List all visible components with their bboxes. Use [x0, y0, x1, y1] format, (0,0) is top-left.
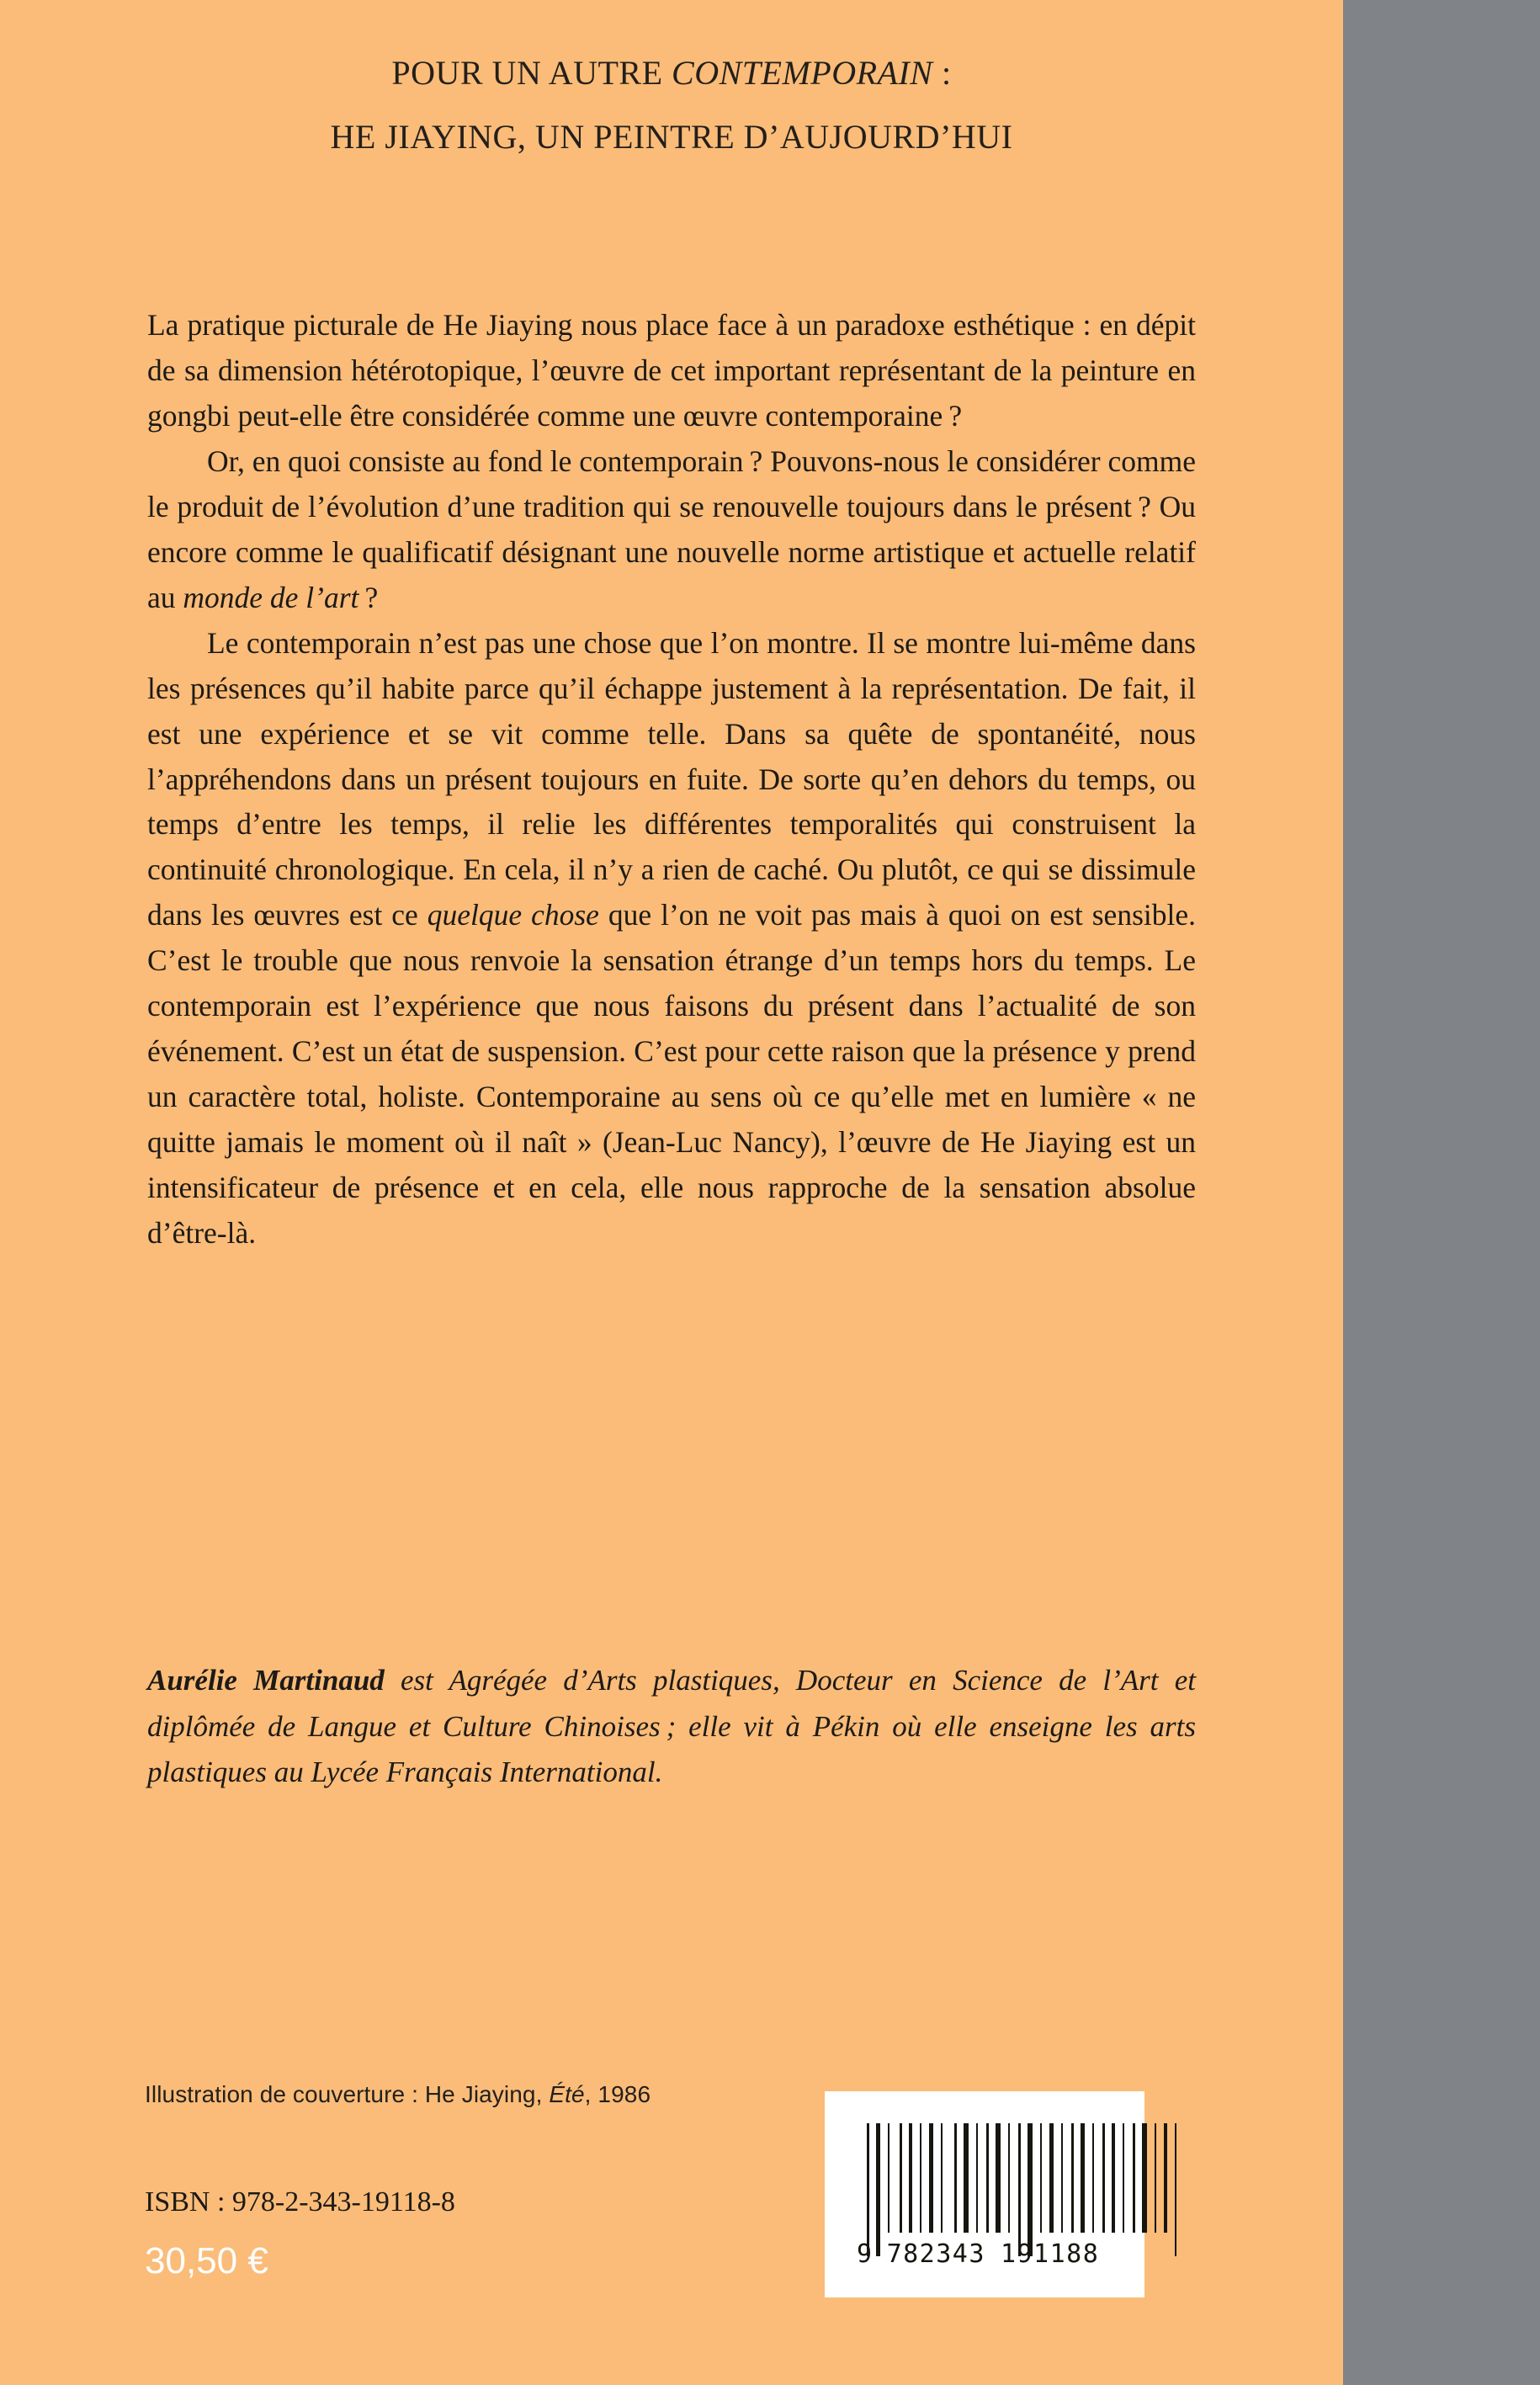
- barcode-bar: [1061, 2123, 1063, 2233]
- barcode-bar: [1049, 2123, 1054, 2233]
- blurb-p2-part-b: ?: [358, 580, 379, 614]
- barcode-bar: [1076, 2123, 1078, 2233]
- barcode-bar: [1102, 2123, 1105, 2233]
- barcode-bar: [996, 2123, 1001, 2233]
- barcode-bar: [1107, 2123, 1109, 2233]
- barcode-bar: [1112, 2123, 1115, 2233]
- blurb-p3-part-a: Le contemporain n’est pas une chose que l’on montre. Il se montre lui-même dans les présences qu’il habite parce qu’il échappe justement à la représentation. De fait, il est une expérience et se vit comme telle. Dans sa quête de spontanéité, nous l’appréhendons dans un présent toujours en fuite. De sorte qu’en dehors du temps, ou temps d’entre les temps, il relie les différentes temporalités qui construisent la continuité chronologique. En cela, il n’y a rien de caché. Ou plutôt, ce qui se dissimule dans les œuvres est ce: [147, 625, 1196, 932]
- barcode-bar: [883, 2123, 885, 2233]
- barcode-group-2: 191188: [1000, 2239, 1100, 2269]
- title-upright-part: POUR UN AUTRE: [391, 54, 672, 92]
- barcode-bar: [1159, 2123, 1161, 2233]
- barcode-bar: [929, 2123, 933, 2233]
- credit-artwork-title: Été: [549, 2081, 585, 2107]
- barcode-bar: [1028, 2123, 1033, 2256]
- barcode-bar: [964, 2123, 969, 2233]
- barcode-bar: [1150, 2123, 1152, 2233]
- author-biography: [147, 1658, 1196, 1796]
- barcode-bar: [924, 2123, 927, 2233]
- barcode-bar: [905, 2123, 906, 2233]
- barcode-bar: [954, 2123, 957, 2233]
- page-title: [0, 47, 1343, 163]
- barcode-bar: [971, 2123, 974, 2233]
- barcode-bar: [1008, 2123, 1010, 2233]
- barcode-lead-digit: 9: [857, 2239, 874, 2269]
- barcode-bar: [1127, 2123, 1130, 2233]
- credit-prefix: Illustration de couverture : He Jiaying,: [145, 2081, 550, 2107]
- barcode-bar: [1071, 2123, 1074, 2233]
- price-text: 30,50 €: [145, 2240, 268, 2281]
- barcode-bar: [1081, 2123, 1085, 2233]
- barcode-bar: [876, 2123, 880, 2256]
- blurb-paragraph-1: La pratique picturale de He Jiaying nous place face à un paradoxe esthétique : en dépit de sa dimension hétérotopique, l’œuvre de cet important représentant de la peinture en gongbi peut-elle être considérée comme une œuvre contemporaine ?: [147, 308, 1196, 433]
- barcode-bar: [872, 2123, 874, 2256]
- blurb-paragraph-2: [147, 439, 1196, 621]
- barcode-digits: [857, 2239, 1118, 2269]
- barcode-bar: [1164, 2123, 1167, 2233]
- barcode-bar: [1123, 2123, 1124, 2233]
- barcode-bar: [867, 2123, 869, 2256]
- blurb-p3-italic: quelque chose: [427, 898, 599, 932]
- barcode-bar: [1155, 2123, 1156, 2233]
- title-italic-part: CONTEMPORAIN: [672, 54, 933, 92]
- barcode-bar: [1097, 2123, 1100, 2233]
- ean13-barcode: [825, 2091, 1144, 2297]
- barcode-bar: [1003, 2123, 1006, 2233]
- barcode-bar: [1138, 2123, 1139, 2233]
- barcode-bar: [945, 2123, 952, 2233]
- barcode-bar: [1023, 2123, 1025, 2256]
- barcode-bar: [1170, 2123, 1172, 2256]
- barcode-bar: [936, 2123, 938, 2233]
- blurb-p2-part-a: Or, en quoi consiste au fond le contemporain ? Pouvons-nous le considérer comme le produit de l’évolution d’une tradition qui se renouvelle toujours dans le présent ? Ou encore comme le qualificatif désignant une nouvelle norme artistique et actuelle relatif au: [147, 444, 1196, 614]
- barcode-bar: [1175, 2123, 1176, 2256]
- blurb-p3-part-b: que l’on ne voit pas mais à quoi on est sensible. C’est le trouble que nous renvoie la sensation étrange d’un temps hors du temps. Le contemporain est l’expérience que nous faisons du présent dans l’actualité de son événement. C’est un état de suspension. C’est pour cette raison que la présence y prend un caractère total, holiste. Contemporaine au sens où ce qu’elle met en lumière « ne quitte jamais le moment où il naît » (Jean-Luc Nancy), l’œuvre de He Jiaying est un intensificateur de présence et en cela, elle nous rapproche de la sensation absolue d’être-là.: [147, 898, 1196, 1251]
- isbn-text: ISBN : 978-2-343-19118-8: [145, 2186, 455, 2218]
- blurb-paragraph-3: [147, 621, 1196, 1256]
- barcode-bar: [1018, 2123, 1021, 2256]
- barcode-bar: [1087, 2123, 1090, 2233]
- barcode-bar: [1056, 2123, 1059, 2233]
- barcode-bars: [867, 2123, 1185, 2250]
- credit-suffix: , 1986: [584, 2081, 651, 2107]
- barcode-bar: [1044, 2123, 1047, 2233]
- barcode-bar: [1065, 2123, 1069, 2233]
- barcode-bar: [991, 2123, 993, 2233]
- title-line-2: HE JIAYING, UN PEINTRE D’AUJOURD’HUI: [330, 118, 1013, 156]
- barcode-bar: [1142, 2123, 1147, 2233]
- barcode-bar: [1012, 2123, 1016, 2233]
- title-line-1: [0, 47, 1343, 99]
- barcode-bar: [1118, 2123, 1120, 2233]
- barcode-bar: [915, 2123, 917, 2233]
- cover-illustration-credit: [145, 2081, 651, 2108]
- barcode-bar: [1092, 2123, 1094, 2233]
- barcode-bar: [1179, 2123, 1182, 2256]
- barcode-bar: [1133, 2123, 1135, 2233]
- barcode-bar: [892, 2123, 897, 2233]
- back-cover-blurb: [147, 303, 1196, 1256]
- barcode-bar: [1035, 2123, 1038, 2256]
- blurb-p2-italic: monde de l’art: [183, 580, 359, 614]
- author-name: Aurélie Martinaud: [147, 1664, 385, 1697]
- title-colon: :: [932, 54, 952, 92]
- barcode-group-1: 782343: [886, 2239, 985, 2269]
- barcode-bar: [909, 2123, 912, 2233]
- author-bio-text: est Agrégée d’Arts plastiques, Docteur en Science de l’Art et diplômée de Langue et Culture Chinoises ; elle vit à Pékin où elle enseigne les arts plastiques au Lycée Français International.: [147, 1664, 1196, 1789]
- barcode-bar: [976, 2123, 978, 2233]
- barcode-bar: [941, 2123, 943, 2233]
- barcode-bar: [888, 2123, 889, 2233]
- barcode-bar: [980, 2123, 984, 2233]
- barcode-bar: [900, 2123, 902, 2233]
- barcode-bar: [959, 2123, 961, 2233]
- barcode-bar: [920, 2123, 921, 2233]
- barcode-bar: [1040, 2123, 1042, 2233]
- barcode-bar: [986, 2123, 989, 2233]
